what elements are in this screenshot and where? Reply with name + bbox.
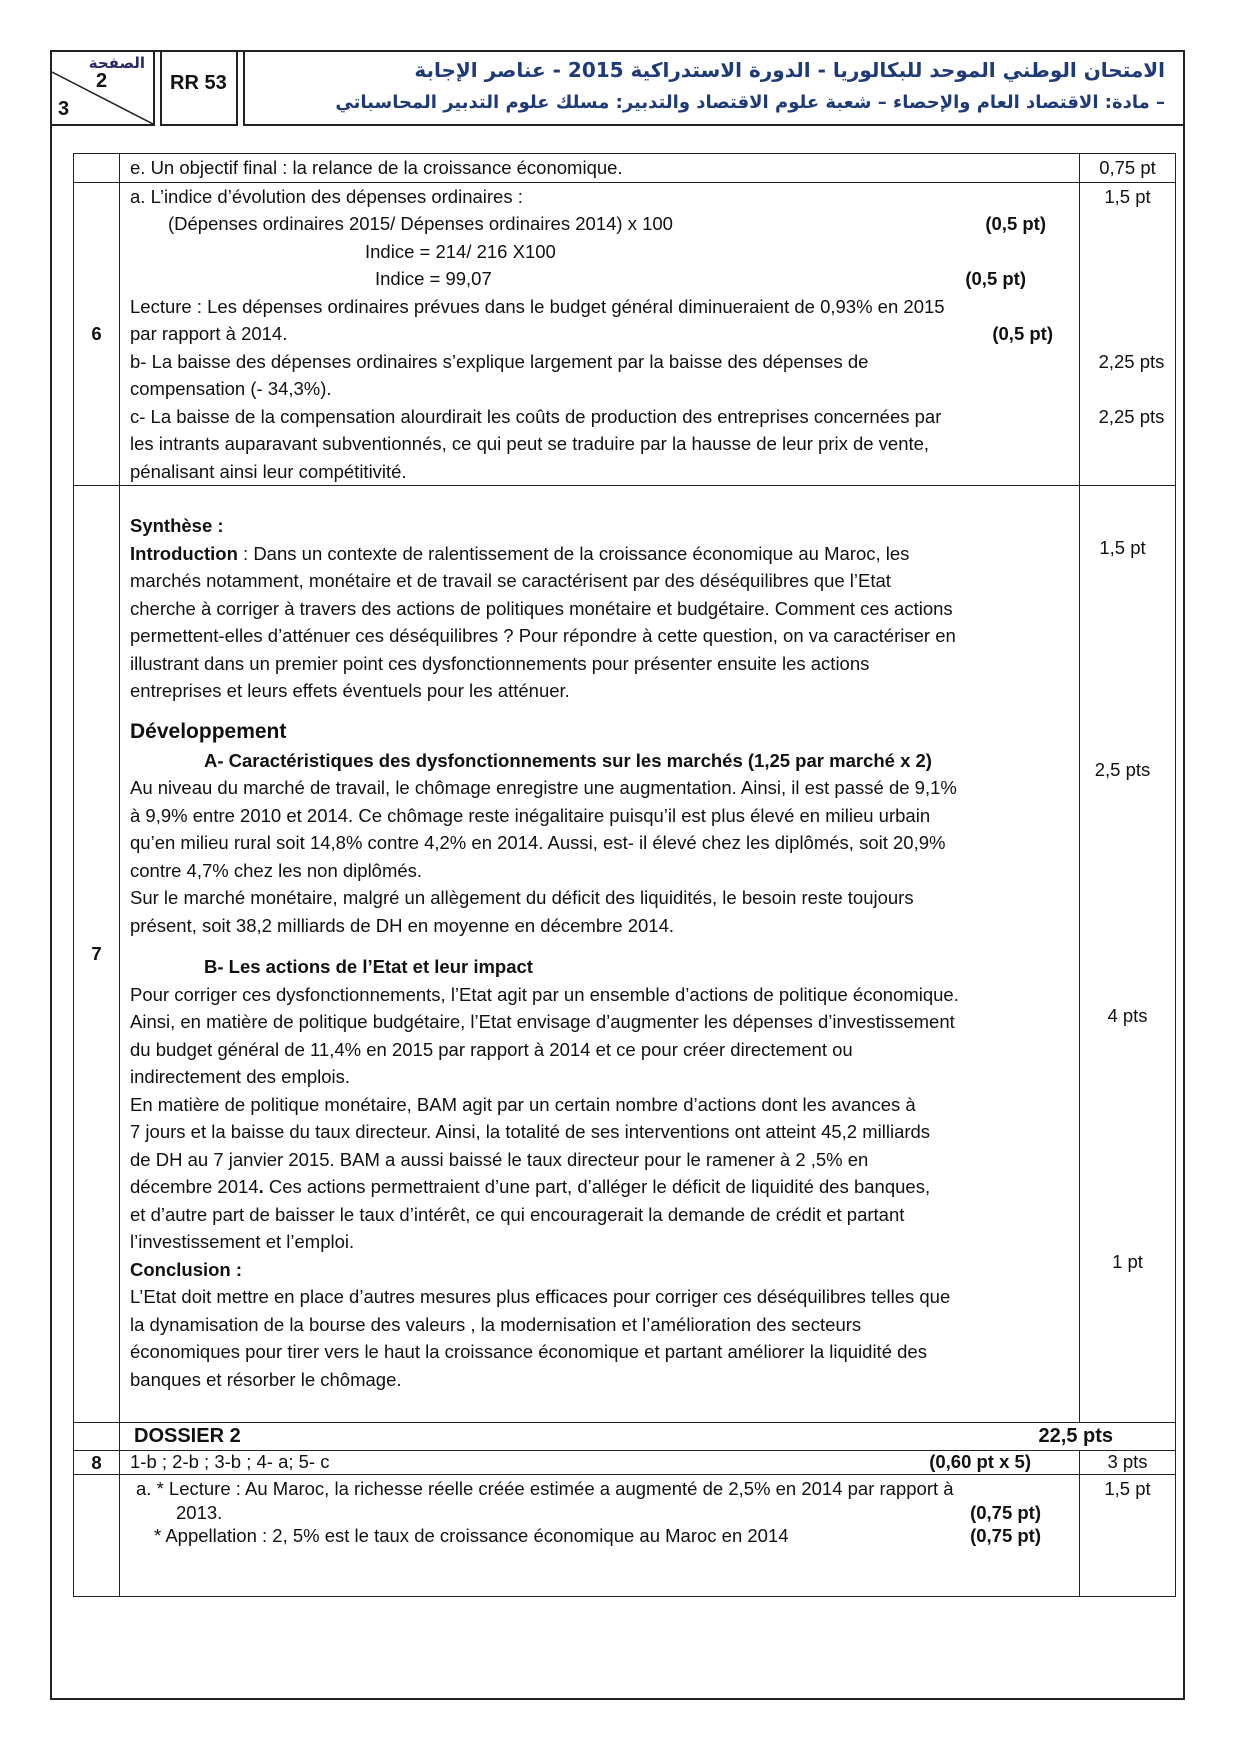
q7-points-part-a: 2,5 pts <box>1094 759 1151 780</box>
question-7-row <box>74 486 1176 1423</box>
q7-intro-line: permettent-elles d’atténuer ces déséquilibres ? Pour répondre à cette question, on va caractériser en <box>130 625 956 646</box>
row-e <box>74 154 1176 183</box>
dossier-2-title: DOSSIER 2 <box>134 1425 241 1447</box>
q6-line: par rapport à 2014. (0,5 pt) <box>130 320 1071 348</box>
q7-parta-line: qu’en milieu rural soit 14,8% contre 4,2% en 2014. Aussi, est- il élevé chez les diplômés, soit 20,9% <box>130 832 946 853</box>
exam-title-line2: – مادة: الاقتصاد العام والإحصاء – شعبة علوم الاقتصاد والتدبير: مسلك علوم التدبير المحاسباتي <box>335 92 1165 113</box>
q9a-points: 1,5 pt <box>1080 1475 1176 1597</box>
q6-line: pénalisant ainsi leur compétitivité. <box>130 460 407 482</box>
q7-partb-line: de DH au 7 janvier 2015. BAM a aussi baissé le taux directeur pour le ramener à 2 ,5% en <box>130 1148 869 1170</box>
q7-conclusion-line: la dynamisation de la bourse des valeurs , la modernisation et l’amélioration des secteurs <box>130 1313 862 1335</box>
q6-line: b- La baisse des dépenses ordinaires s’explique largement par la baisse des dépenses de <box>130 350 869 372</box>
question-8-number: 8 <box>74 1451 120 1475</box>
question-7-number: 7 <box>74 486 120 1423</box>
q7-intro-line: marchés notamment, monétaire et de travail se caractérisent par des déséquilibres que l’Etat <box>130 570 891 591</box>
q6-points-c: 2,25 pts <box>1098 405 1165 427</box>
q7-parta-line: à 9,9% entre 2010 et 2014. Ce chômage reste inégalitaire puisqu’il est plus élevé en milieu urbain <box>130 804 931 826</box>
q7-partb-line: décembre 2014. Ces actions permettraient d’une part, d’alléger le déficit de liquidité des banques, <box>130 1176 931 1197</box>
q8-answers-line <box>130 1451 1071 1473</box>
page-number-box <box>50 50 155 126</box>
q9a-line: * Appellation : 2, 5% est le taux de croissance économique au Maroc en 2014 (0,75 pt) <box>154 1525 1041 1546</box>
q8-points: 3 pts <box>1080 1451 1176 1475</box>
q7-points-intro: 1,5 pt <box>1099 537 1146 558</box>
q8-mark: (0,60 pt x 5) <box>929 1451 1031 1472</box>
question-6-row <box>74 182 1176 486</box>
row-e-points: 0,75 pt <box>1080 154 1176 183</box>
exam-title-line1: الامتحان الوطني الموحد للبكالوريا - الدورة الاستدراكية 2015 - عناصر الإجابة <box>414 58 1165 82</box>
q8-answers: 1-b ; 2-b ; 3-b ; 4- a; 5- c <box>130 1451 330 1472</box>
q7-partb-line: Ainsi, en matière de politique budgétaire, l’Etat envisage d’augmenter les dépenses d’investissement <box>130 1011 955 1032</box>
page-label: الصفحة <box>88 54 145 72</box>
q7-points-part-b: 4 pts <box>1107 1005 1148 1026</box>
q6-mark: (0,5 pt) <box>985 213 1046 234</box>
q7-partb-line: l’investissement et l’emploi. <box>130 1231 355 1252</box>
q7-intro-line: entreprises et leurs effets éventuels pour les atténuer. <box>130 680 570 701</box>
q7-partb-line: et d’autre part de baisser le taux d’intérêt, ce qui encouragerait la demande de crédit et partant <box>130 1203 905 1225</box>
page-number: 2 <box>96 70 108 92</box>
exam-code: RR 53 <box>160 50 238 126</box>
q6-mark: (0,5 pt) <box>992 323 1053 344</box>
q7-intro-line: cherche à corriger à travers des actions de politiques monétaire et budgétaire. Comment ces actions <box>130 597 953 619</box>
q7-parta-line: Sur le marché monétaire, malgré un allègement du déficit des liquidités, le besoin reste toujours <box>130 887 914 908</box>
q7-partb-line: du budget général de 11,4% en 2015 par rapport à 2014 et ce pour créer directement ou <box>130 1038 853 1060</box>
question-9a-row <box>74 1475 1176 1597</box>
q7-conclusion-line: banques et résorber le chômage. <box>130 1368 402 1390</box>
question-8-row <box>74 1451 1176 1475</box>
q7-conclusion-line: L’Etat doit mettre en place d’autres mesures plus efficaces pour corriger ces déséquilibres telles que <box>130 1286 951 1307</box>
q9a-mark: (0,75 pt) <box>970 1525 1041 1546</box>
dossier-2-points: 22,5 pts <box>1038 1425 1113 1447</box>
q6-mark: (0,5 pt) <box>965 268 1026 289</box>
q7-intro-line: Introduction : Dans un contexte de ralentissement de la croissance économique au Maroc, les <box>130 542 910 564</box>
q7-parta-line: Au niveau du marché de travail, le chômage enregistre une augmentation. Ainsi, il est passé de 9,1% <box>130 777 957 798</box>
page-total: 3 <box>58 98 70 120</box>
q6-line: les intrants auparavant subventionnés, ce qui peut se traduire par la hausse de leur prix de vente, <box>130 433 930 454</box>
q6-points-b: 2,25 pts <box>1098 350 1165 372</box>
q9a-line: a. * Lecture : Au Maroc, la richesse réelle créée estimée a augmenté de 2,5% en 2014 par rapport à <box>136 1478 954 1499</box>
q7-partb-line: 7 jours et la baisse du taux directeur. Ainsi, la totalité de ses interventions ont atteint 45,2 milliards <box>130 1121 931 1142</box>
q6-line: Indice = 99,07 (0,5 pt) <box>130 265 1071 293</box>
part-b-title: B- Les actions de l’Etat et leur impact <box>204 956 533 977</box>
q6-line: (Dépenses ordinaires 2015/ Dépenses ordinaires 2014) x 100 (0,5 pt) <box>130 210 1071 238</box>
synthese-label: Synthèse : <box>130 515 224 536</box>
q7-parta-line: présent, soit 38,2 milliards de DH en moyenne en décembre 2014. <box>130 914 674 936</box>
q7-points-conclusion: 1 pt <box>1112 1251 1143 1272</box>
q7-intro-line: illustrant dans un premier point ces dysfonctionnements pour présenter ensuite les actions <box>130 652 870 674</box>
q6-line: compensation (- 34,3%). <box>130 378 332 399</box>
q7-conclusion-line: économiques pour tirer vers le haut la croissance économique et partant améliorer la liquidité des <box>130 1341 927 1362</box>
dossier-2-row <box>74 1423 1176 1451</box>
q6-points-a: 1,5 pt <box>1104 185 1151 207</box>
q9a-line: 2013. (0,75 pt) <box>176 1501 1041 1523</box>
development-title: Développement <box>130 719 287 743</box>
question-6-number: 6 <box>74 182 120 486</box>
answer-table <box>73 153 1176 1597</box>
q7-partb-line: indirectement des emplois. <box>130 1066 351 1087</box>
exam-title-box <box>243 50 1185 126</box>
q7-partb-line: En matière de politique monétaire, BAM agit par un certain nombre d’actions dont les avances à <box>130 1093 916 1115</box>
q6-line: Indice = 214/ 216 X100 <box>365 240 556 262</box>
intro-label: Introduction <box>130 542 238 564</box>
q9a-mark: (0,75 pt) <box>970 1501 1041 1523</box>
q7-parta-line: contre 4,7% chez les non diplômés. <box>130 859 423 881</box>
q6-line: c- La baisse de la compensation alourdirait les coûts de production des entreprises concernées par <box>130 405 942 427</box>
q6-line: Lecture : Les dépenses ordinaires prévues dans le budget général diminueraient de 0,93% en 2015 <box>130 295 945 317</box>
q6-line: a. L’indice d’évolution des dépenses ordinaires : <box>130 185 523 207</box>
part-a-title: A- Caractéristiques des dysfonctionnements sur les marchés (1,25 par marché x 2) <box>204 749 932 771</box>
conclusion-label: Conclusion : <box>130 1258 243 1280</box>
q7-partb-line: Pour corriger ces dysfonctionnements, l’Etat agit par un ensemble d’actions de politique économique. <box>130 983 959 1005</box>
row-e-text: e. Un objectif final : la relance de la croissance économique. <box>130 157 623 178</box>
